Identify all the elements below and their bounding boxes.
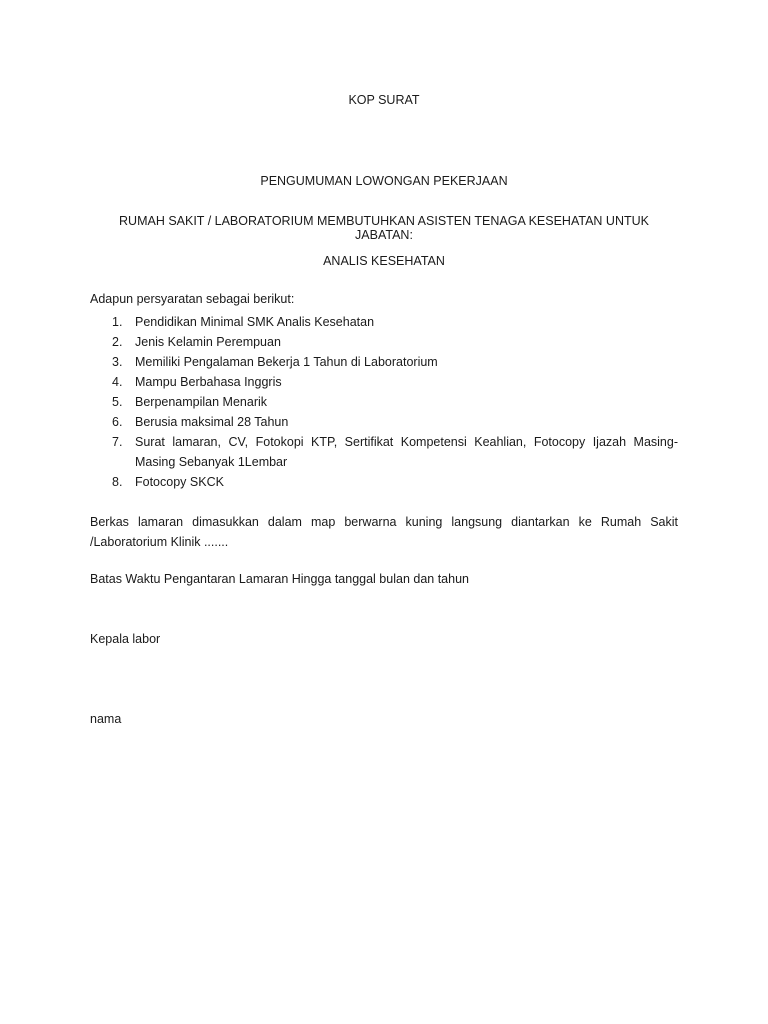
list-number: 2. [112, 335, 123, 349]
deadline-text: Batas Waktu Pengantaran Lamaran Hingga tanggal bulan dan tahun [90, 572, 469, 586]
position-title: ANALIS KESEHATAN [323, 254, 445, 268]
list-number: 6. [112, 415, 123, 429]
list-number: 8. [112, 475, 123, 489]
list-text: Memiliki Pengalaman Bekerja 1 Tahun di Laboratorium [135, 355, 438, 369]
list-number: 5. [112, 395, 123, 409]
letterhead: KOP SURAT [348, 93, 420, 107]
list-text: Mampu Berbahasa Inggris [135, 375, 282, 389]
list-item [90, 312, 678, 332]
list-text: Berusia maksimal 28 Tahun [135, 415, 289, 429]
list-number: 4. [112, 375, 123, 389]
signatory-name: nama [90, 712, 122, 726]
list-text: Berpenampilan Menarik [135, 395, 268, 409]
requirements-list [90, 312, 678, 492]
list-text: Surat lamaran, CV, Fotokopi KTP, Sertifikat Kompetensi Keahlian, Fotocopy Ijazah Masing-Masing Sebanyak 1Lembar [135, 435, 678, 469]
list-text: Jenis Kelamin Perempuan [135, 335, 281, 349]
list-item [90, 412, 678, 432]
list-number: 1. [112, 315, 123, 329]
list-item [90, 472, 678, 492]
list-item [90, 432, 678, 472]
list-item [90, 352, 678, 372]
announcement-title: PENGUMUMAN LOWONGAN PEKERJAAN [260, 174, 508, 188]
signatory-title: Kepala labor [90, 632, 161, 646]
list-item [90, 332, 678, 352]
list-number: 7. [112, 435, 123, 449]
list-item [90, 392, 678, 412]
list-text: Pendidikan Minimal SMK Analis Kesehatan [135, 315, 375, 329]
announcement-subtitle: RUMAH SAKIT / LABORATORIUM MEMBUTUHKAN ASISTEN TENAGA KESEHATAN UNTUK JABATAN: [119, 214, 649, 242]
list-text: Fotocopy SKCK [135, 475, 224, 489]
list-number: 3. [112, 355, 123, 369]
list-item [90, 372, 678, 392]
requirements-intro: Adapun persyaratan sebagai berikut: [90, 292, 295, 306]
submission-note: Berkas lamaran dimasukkan dalam map berwarna kuning langsung diantarkan ke Rumah Sakit /Laboratorium Klinik ....... [90, 515, 678, 549]
